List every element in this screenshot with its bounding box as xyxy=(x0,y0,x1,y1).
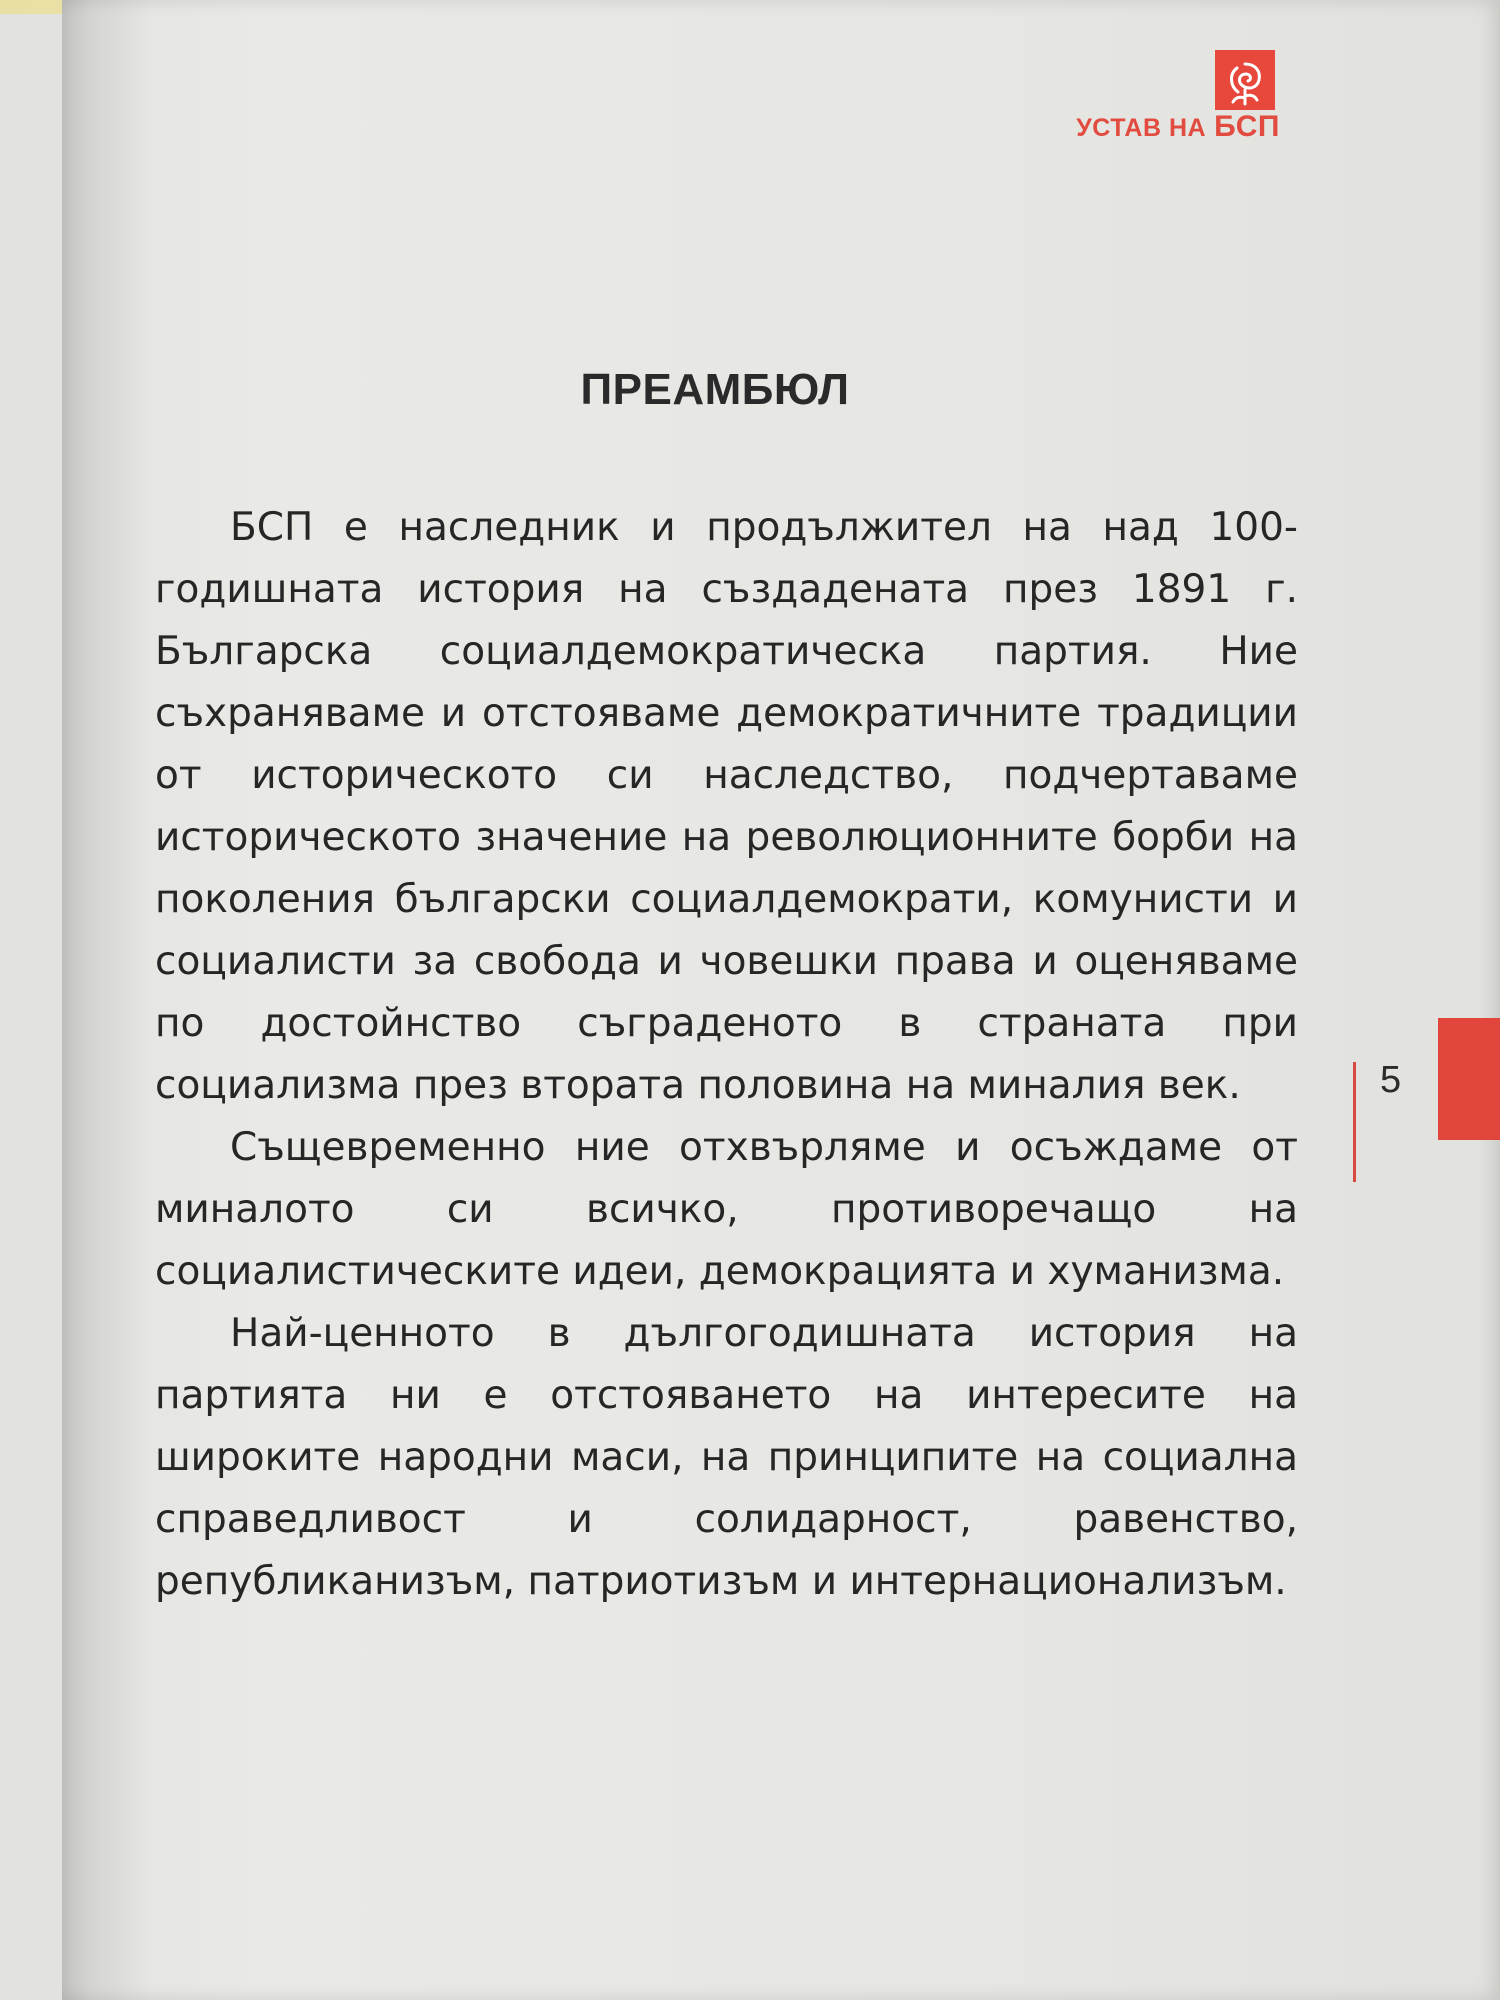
body-text xyxy=(155,497,1298,1613)
spine-shadow xyxy=(62,0,152,2000)
running-header xyxy=(1076,112,1280,142)
page-title: ПРЕАМБЮЛ xyxy=(580,365,850,414)
section-tab xyxy=(1438,1018,1500,1140)
header-org: БСП xyxy=(1214,110,1280,143)
paragraph-1: БСП е наследник и продължител на над 100-годишната история на създадената през 1891 г. Българска социалдемократическа партия. Ние съхраняваме и отстояваме демократичните традиции от историческото си наследство, подчертаваме историческото значение на революционните борби на поколения български социалдемократи, комунисти и социалисти за свобода и човешки права и оценяваме по достойнство съграденото в страната при социализма през втората половина на миналия век. xyxy=(155,505,1298,1108)
paragraph-3: Най-ценното в дългогодишната история на партията ни е отстояването на интересите на широките народни маси, на принципите на социална справедливост и солидарност, равенство, републиканизъм, патриотизъм и интернационализъм. xyxy=(155,1311,1298,1604)
paragraph-2: Същевременно ние отхвърляме и осъждаме от миналото си всичко, противоречащо на социалистическите идеи, демокрацията и хуманизма. xyxy=(155,1125,1298,1294)
page-number: 5 xyxy=(1380,1059,1402,1101)
rose-logo-icon xyxy=(1215,50,1275,110)
header-label: УСТАВ НА xyxy=(1076,114,1207,142)
page-number-rule xyxy=(1353,1062,1356,1182)
